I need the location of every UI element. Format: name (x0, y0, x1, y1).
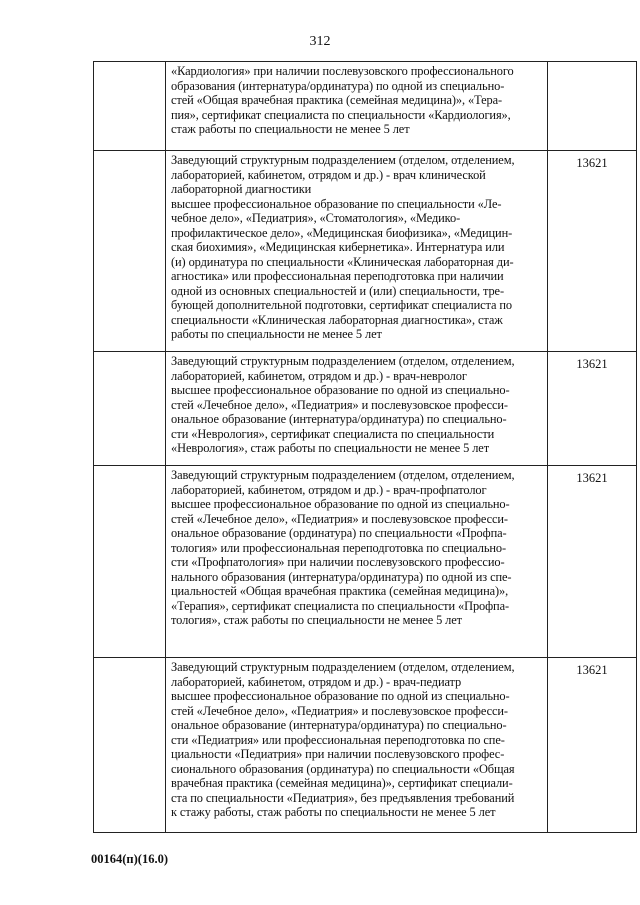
empty-cell (94, 466, 166, 658)
code-cell (548, 151, 637, 352)
text-line: бующей дополнительной подготовки, сертификат специалиста по (171, 298, 513, 312)
text-line: ональное образование (интернатура/ординатура) по специально- (171, 718, 507, 732)
text-line: одной из основных специальностей и (или) специальности, тре- (171, 283, 504, 298)
text-line: сионального образования (ординатура) по специальности «Общая (171, 761, 515, 776)
document-footer-code: 00164(п)(16.0) (91, 852, 168, 866)
text-line: лабораторией, кабинетом, отрядом и др.) - врач клинической (171, 167, 486, 182)
table-row (94, 352, 637, 466)
text-line: образования (интернатура/ординатура) по одной из специально- (171, 78, 505, 93)
empty-cell (94, 658, 166, 833)
text-line: (и) ординатура по специальности «Клиническая лабораторная ди- (171, 254, 514, 269)
text-line: ональное образование (интернатура/ординатура) по специально- (171, 412, 507, 426)
empty-cell (94, 62, 166, 151)
text-line: лабораторией, кабинетом, отрядом и др.) - врач-невролог (171, 368, 467, 383)
requirements-cell (166, 466, 548, 658)
text-line: Заведующий структурным подразделением (отделом, отделением, (171, 153, 515, 167)
empty-cell (94, 352, 166, 466)
text-line: лабораторной диагностики (171, 182, 312, 196)
text-line: «Терапия», сертификат специалиста по специальности «Профпа- (171, 598, 510, 613)
qualification-code: 13621 (576, 357, 608, 371)
text-line: специальности «Клиническая лабораторная диагностика», стаж (171, 312, 503, 327)
text-line: лабораторией, кабинетом, отрядом и др.) - врач-профпатолог (171, 482, 487, 497)
empty-cell (94, 151, 166, 352)
text-line: нального образования (интернатура/ординатура) по одной из спе- (171, 569, 512, 584)
text-line: высшее профессиональное образование по одной из специально- (171, 689, 510, 703)
text-line: циальности «Педиатрия» при наличии послевузовского профес- (171, 747, 505, 761)
table-row (94, 658, 637, 833)
text-line: циальностей «Общая врачебная практика (семейная медицина)», (171, 584, 509, 598)
text-line: сти «Профпатология» при наличии послевузовского профессио- (171, 555, 505, 569)
qualification-table (93, 61, 637, 833)
code-cell (548, 62, 637, 151)
text-line: работы по специальности не менее 5 лет (171, 327, 382, 341)
text-line: пия», сертификат специалиста по специальности «Кардиология», (171, 107, 511, 122)
requirements-cell (166, 62, 548, 151)
text-line: профилактическое дело», «Медицинская биофизика», «Медицин- (171, 225, 513, 240)
text-line: Заведующий структурным подразделением (отделом, отделением, (171, 354, 515, 368)
table-row (94, 151, 637, 352)
text-line: сти «Педиатрия» или профессиональная переподготовка по спе- (171, 732, 505, 747)
code-cell (548, 658, 637, 833)
text-line: ста по специальности «Педиатрия», без предъявления требований (171, 790, 515, 805)
page-number: 312 (309, 34, 331, 49)
qualification-code: 13621 (576, 471, 608, 485)
text-line: стей «Лечебное дело», «Педиатрия» и послевузовское професси- (171, 397, 508, 412)
qualification-code: 13621 (576, 663, 608, 677)
text-line: «Кардиология» при наличии послевузовского профессионального (171, 64, 514, 78)
text-line: лабораторией, кабинетом, отрядом и др.) - врач-педиатр (171, 674, 462, 689)
requirements-cell (166, 151, 548, 352)
table-row (94, 466, 637, 658)
text-line: высшее профессиональное образование по одной из специально- (171, 383, 510, 397)
text-line: тология», стаж работы по специальности не менее 5 лет (171, 613, 462, 627)
qualification-code: 13621 (576, 156, 608, 170)
text-line: высшее профессиональное образование по специальности «Ле- (171, 196, 502, 211)
text-line: чебное дело», «Педиатрия», «Стоматология», «Медико- (171, 211, 461, 225)
text-line: Заведующий структурным подразделением (отделом, отделением, (171, 660, 515, 674)
text-line: к стажу работы, стаж работы по специальности не менее 5 лет (171, 805, 496, 819)
text-line: тология» или профессиональная переподготовка по специально- (171, 540, 507, 555)
requirements-cell (166, 658, 548, 833)
code-cell (548, 466, 637, 658)
text-line: стаж работы по специальности не менее 5 лет (171, 122, 410, 136)
text-line: сти «Неврология», сертификат специалиста по специальности (171, 426, 495, 441)
table-row (94, 62, 637, 151)
text-line: Заведующий структурным подразделением (отделом, отделением, (171, 468, 515, 482)
text-line: «Неврология», стаж работы по специальности не менее 5 лет (171, 441, 490, 455)
text-line: ональное образование (ординатура) по специальности «Профпа- (171, 526, 507, 540)
text-line: ская биохимия», «Медицинская кибернетика». Интернатура или (171, 240, 505, 254)
text-line: стей «Лечебное дело», «Педиатрия» и послевузовское професси- (171, 511, 508, 526)
text-line: стей «Лечебное дело», «Педиатрия» и послевузовское професси- (171, 703, 508, 718)
text-line: агностика» или профессиональная переподготовка при наличии (171, 269, 504, 283)
requirements-cell (166, 352, 548, 466)
text-line: высшее профессиональное образование по одной из специально- (171, 497, 510, 511)
code-cell (548, 352, 637, 466)
text-line: стей «Общая врачебная практика (семейная медицина)», «Тера- (171, 93, 503, 107)
text-line: врачебная практика (семейная медицина)», сертификат специали- (171, 776, 513, 790)
